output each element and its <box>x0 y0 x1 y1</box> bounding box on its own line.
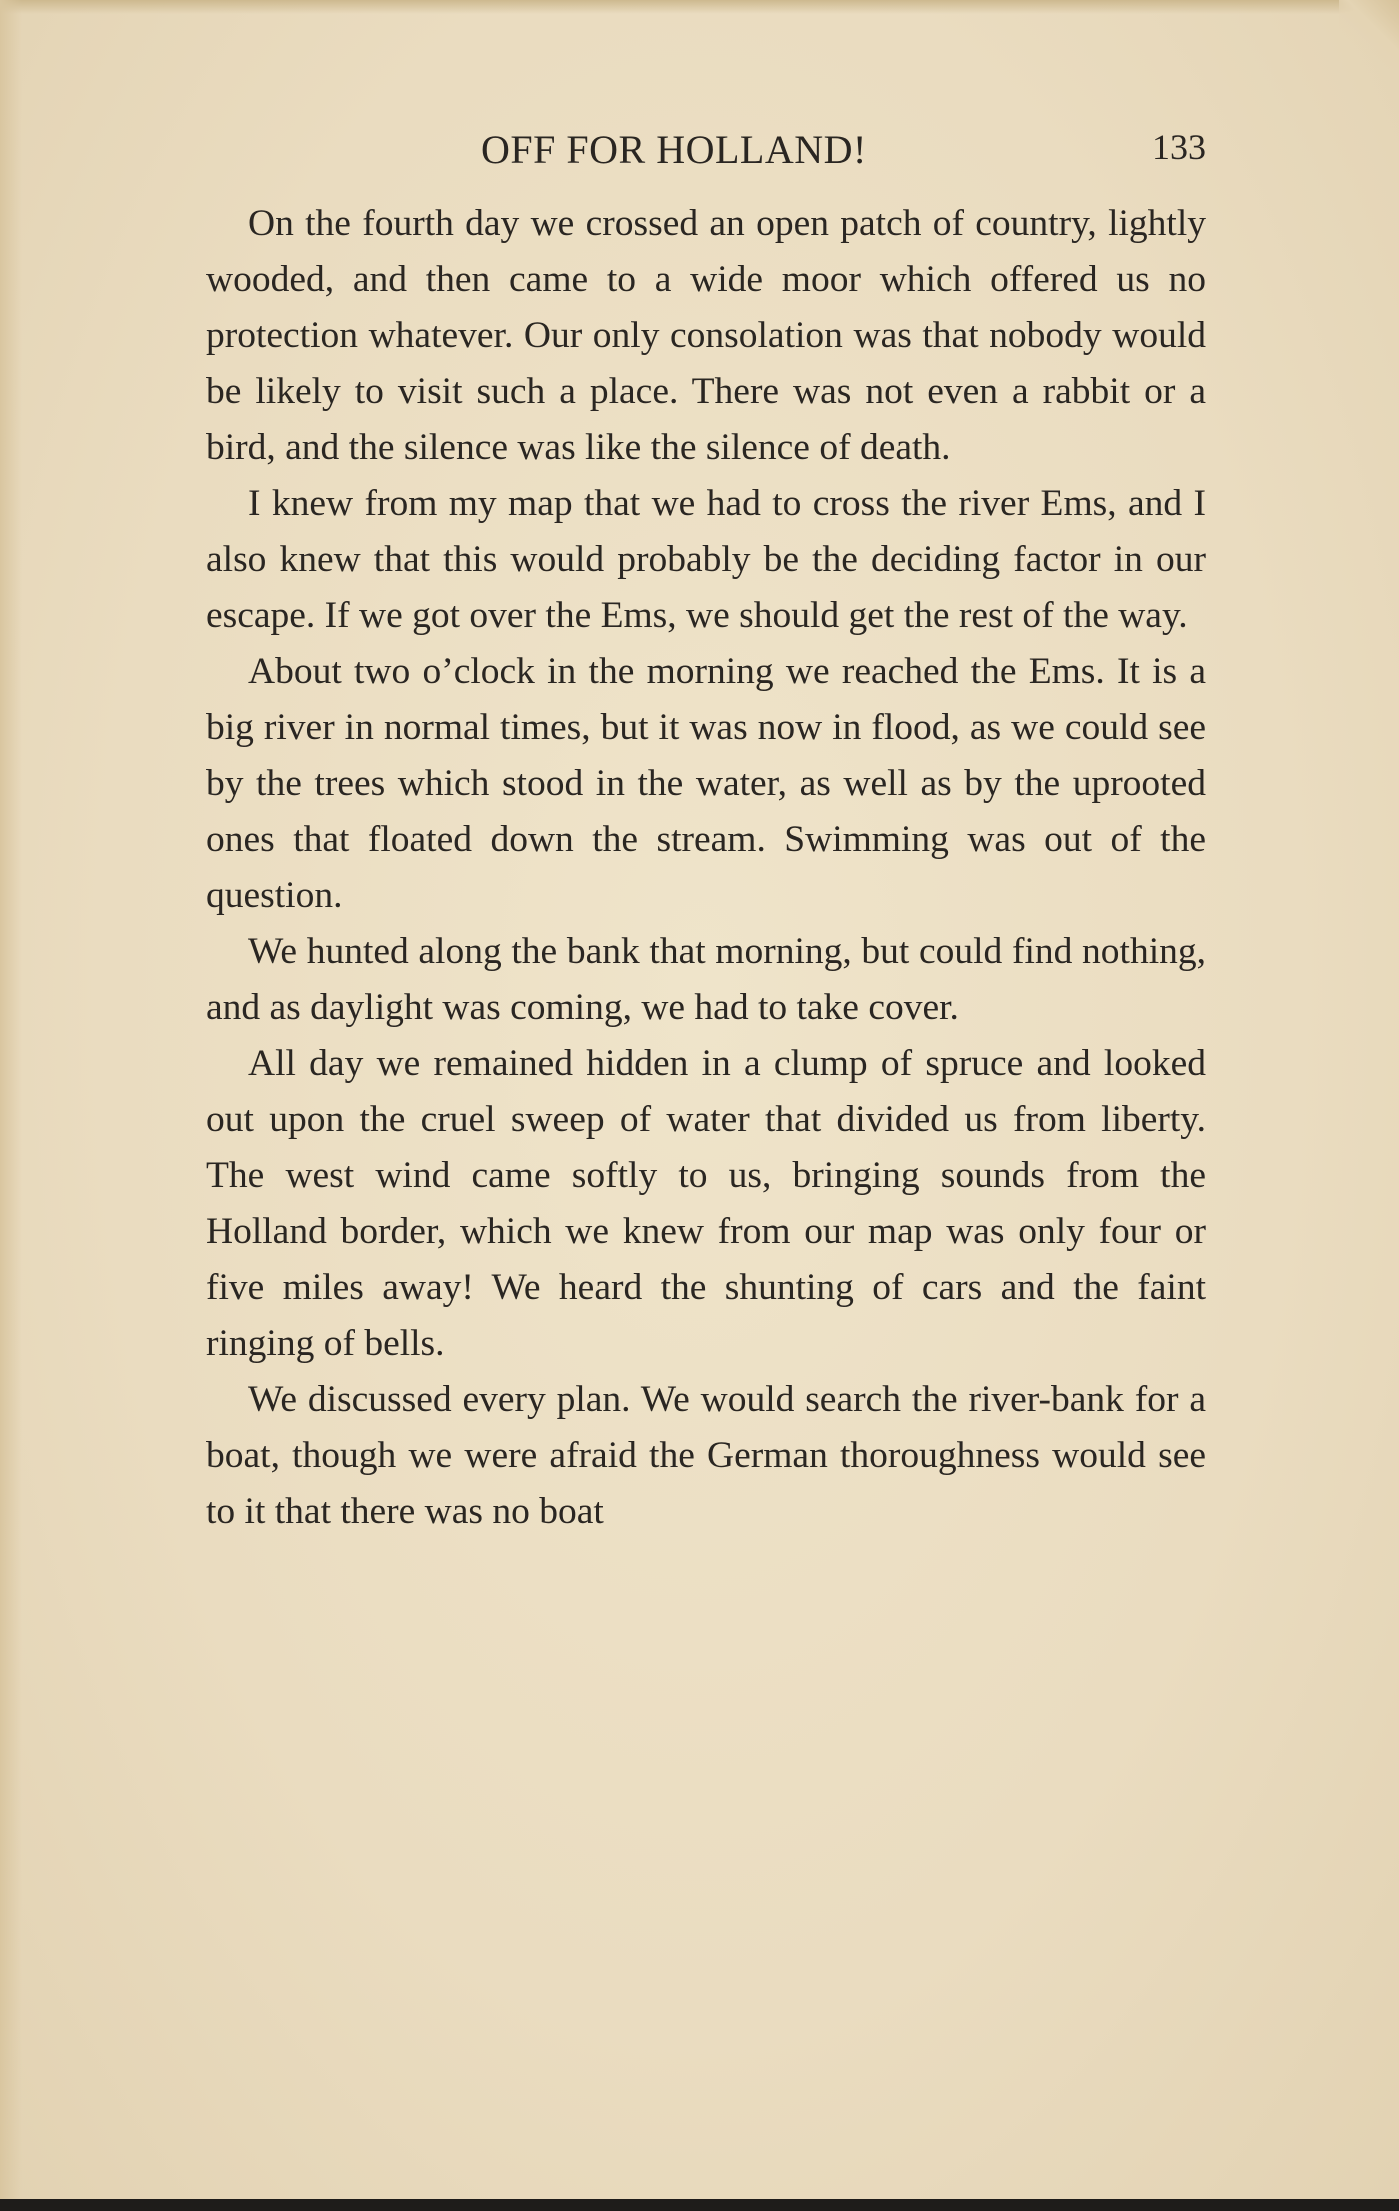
page-gutter-shadow <box>0 0 22 2211</box>
paragraph: We discussed every plan. We would search the river-bank for a boat, though we were afraid the German thoroughness would see to it that there was no boat <box>206 1379 1206 1532</box>
paragraph: All day we remained hidden in a clump of spruce and looked out upon the cruel sweep of water that divided us from liberty. The west wind came softly to us, bringing sounds from the Holland border, which we knew from our map was only four or five miles away! We heard the shunting of cars and the faint ringing of bells. <box>206 1043 1206 1364</box>
body-text <box>206 196 1206 1540</box>
paragraph: I knew from my map that we had to cross the river Ems, and I also knew that this would probably be the deciding factor in our escape. If we got over the Ems, we should get the rest of the way. <box>206 483 1206 636</box>
page-number: 133 <box>1152 127 1206 167</box>
scan-bottom-edge <box>0 2199 1399 2211</box>
running-title: OFF FOR HOLLAND! <box>481 127 867 172</box>
paragraph: About two o’clock in the morning we reached the Ems. It is a big river in normal times, but it was now in flood, as we could see by the trees which stood in the water, as well as by the uprooted ones that floated down the stream. Swimming was out of the question. <box>206 651 1206 916</box>
page-top-edge <box>0 0 1399 14</box>
paragraph: We hunted along the bank that morning, but could find nothing, and as daylight was coming, we had to take cover. <box>206 931 1206 1028</box>
paragraph: On the fourth day we crossed an open patch of country, lightly wooded, and then came to a wide moor which offered us no protection whatever. Our only consolation was that nobody would be likely to visit such a place. There was not even a rabbit or a bird, and the silence was like the silence of death. <box>206 203 1206 468</box>
page-header <box>206 126 1206 176</box>
page-corner-curl <box>1339 0 1399 70</box>
